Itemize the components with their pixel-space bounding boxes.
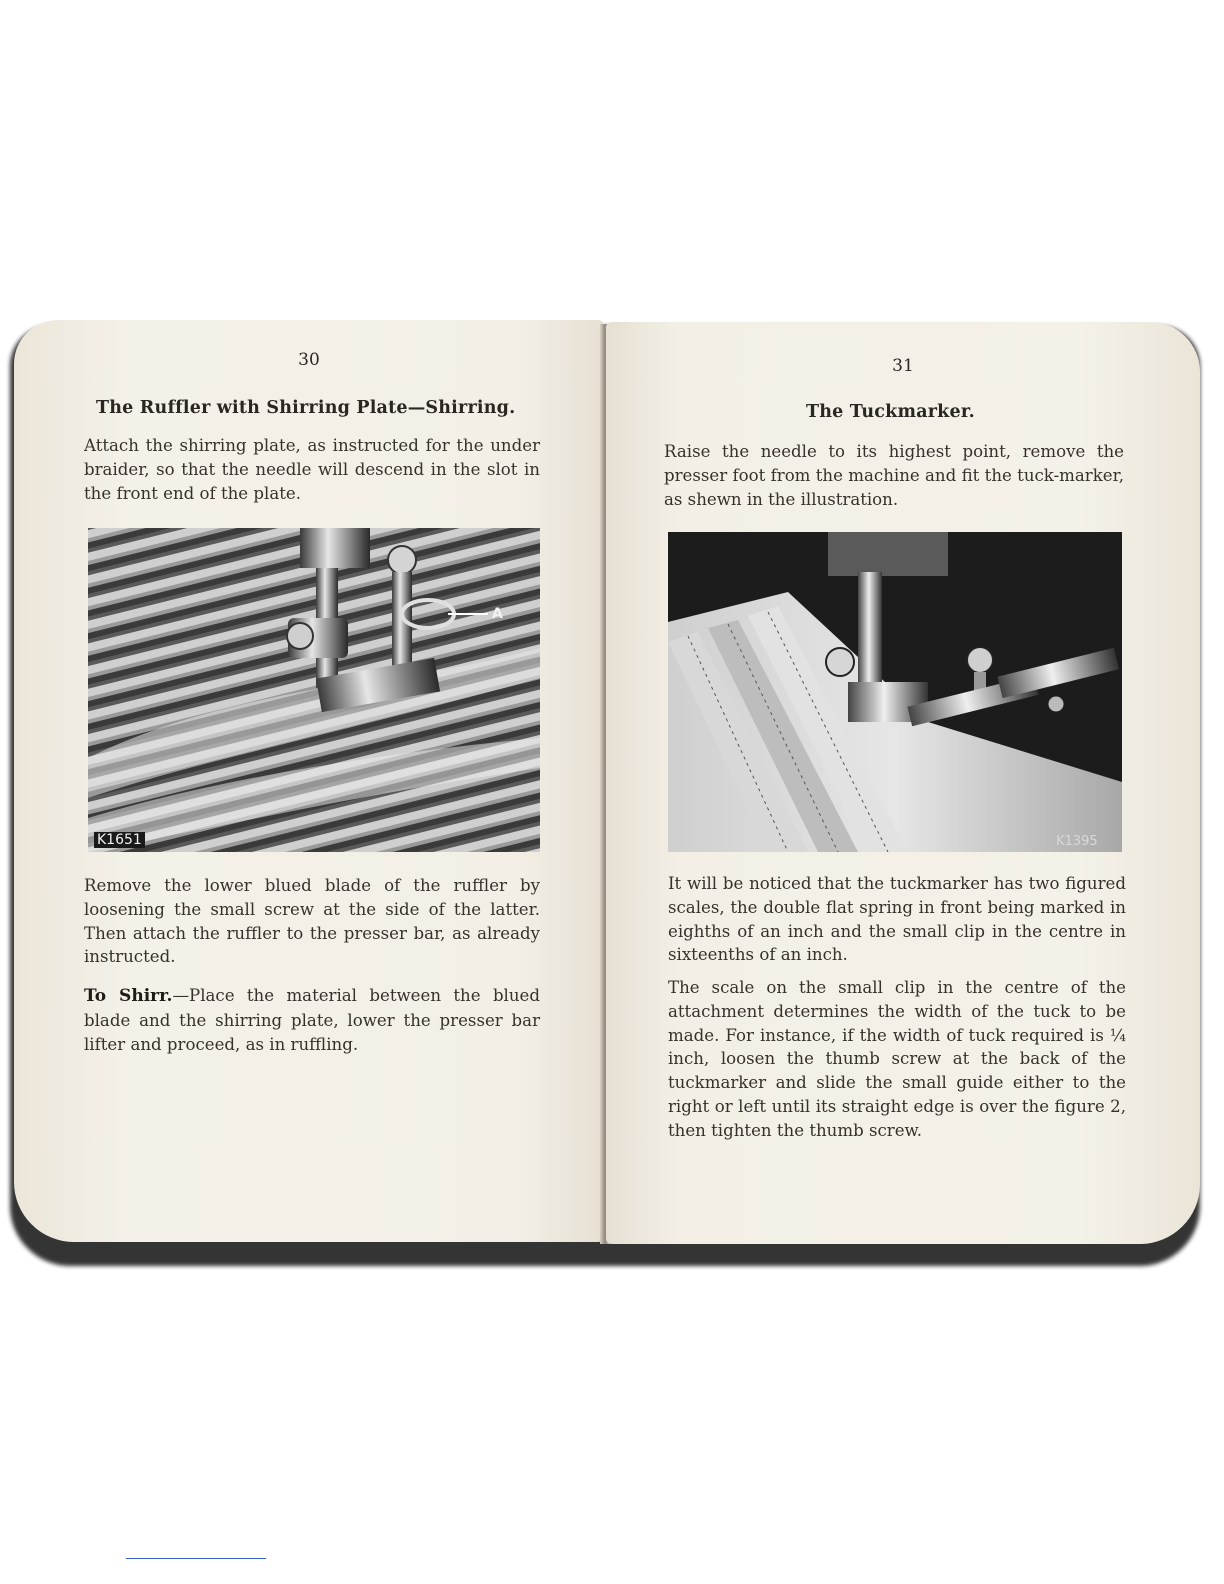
tuckmarker-illustration [668, 532, 1122, 852]
bottom-rule [126, 1558, 266, 1559]
to-shirr-body: —Place the material between the blued blade and the shirring plate, lower the presser bar lifter and proceed, as in ruffling. [84, 986, 540, 1054]
left-remove-blade-paragraph: Remove the lower blued blade of the ruffler by loosening the small screw at the side of the latter. Then attach the ruffler to the presser bar, as already instructed. [84, 876, 540, 967]
right-width-paragraph: The scale on the small clip in the centre of the attachment determines the width of the tuck to be made. For instance, if the width of tuck required is ¼ inch, loosen the thumb screw at the back of the tuckmarker and slide the small guide either to the right or left until its straight edge is over the figure 2, then tighten the thumb screw. [668, 978, 1126, 1140]
callout-a-label: A [492, 606, 503, 622]
figure-code-k1651: K1651 [94, 832, 145, 848]
page-number-30: 30 [298, 350, 320, 370]
to-shirr-paragraph [84, 984, 540, 1056]
ruffler-photo [88, 528, 540, 852]
tuckmarker-photo [668, 532, 1122, 852]
right-intro-paragraph: Raise the needle to its highest point, remove the presser foot from the machine and fit the tuck-marker, as shewn in the illustration. [664, 442, 1124, 509]
right-page [606, 322, 1200, 1244]
figure-code-k1395: K1395 [1056, 834, 1098, 849]
left-intro-paragraph: Attach the shirring plate, as instructed for the under braider, so that the needle will descend in the slot in the front end of the plate. [84, 436, 540, 503]
right-scales-paragraph: It will be noticed that the tuckmarker has two figured scales, the double flat spring in front being marked in eighths of an inch and the small clip in the centre in sixteenths of an inch. [668, 874, 1126, 965]
right-heading: The Tuckmarker. [806, 402, 975, 422]
left-page [14, 320, 604, 1242]
left-heading: The Ruffler with Shirring Plate—Shirring. [96, 398, 516, 418]
to-shirr-lead: To Shirr. [84, 986, 173, 1006]
page-number-31: 31 [892, 356, 914, 376]
ruffler-shirring-illustration [88, 528, 540, 852]
